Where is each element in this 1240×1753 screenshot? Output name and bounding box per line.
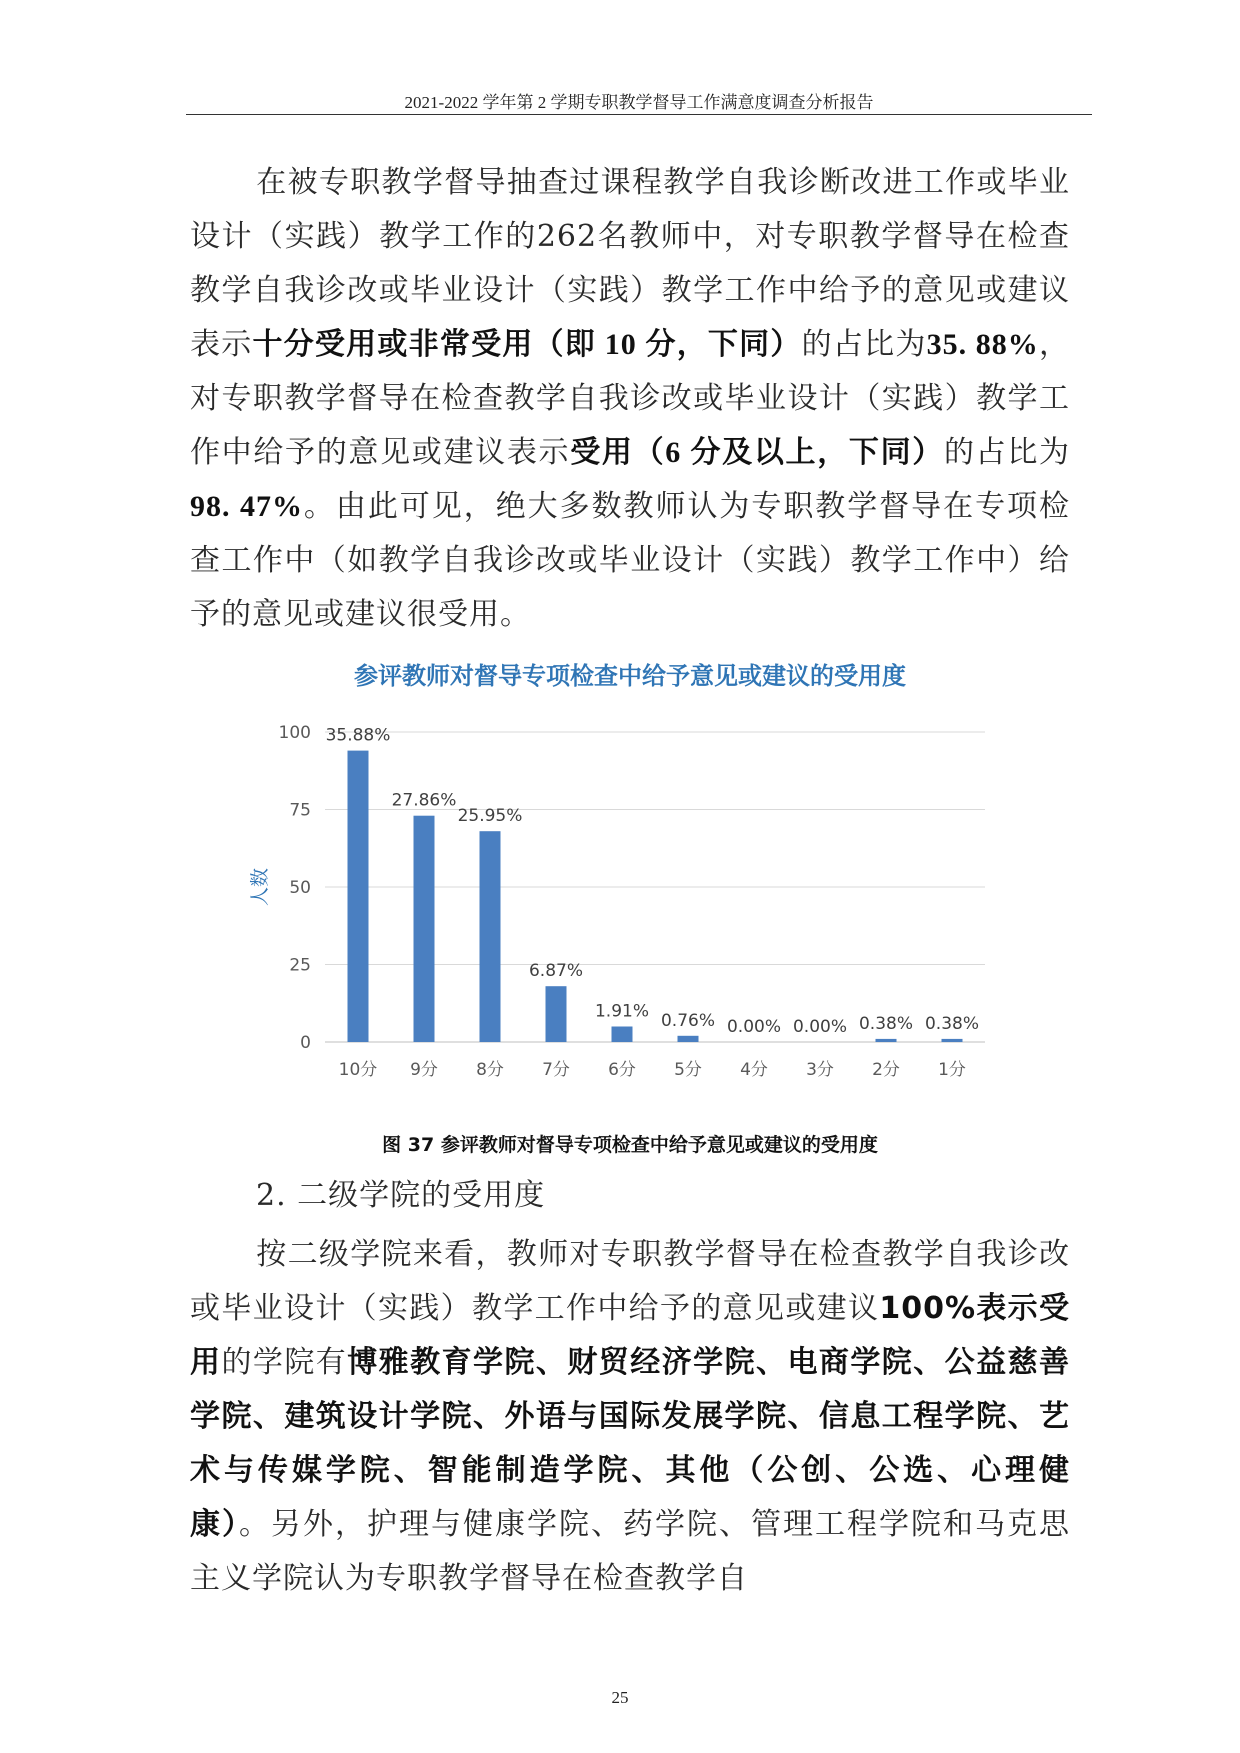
- bar: [348, 751, 369, 1042]
- data-label: 0.00%: [792, 1017, 848, 1037]
- y-tick-label: 0: [300, 1033, 311, 1053]
- section-title: 2. 二级学院的受用度: [256, 1178, 546, 1213]
- p2-text-3: 。另外，护理与健康学院、药学院、管理工程学院和马克思主义学院认为专职教学督导在检查教学自: [190, 1507, 1070, 1596]
- p1-bold-note: （即 10 分，下同）: [533, 328, 802, 361]
- data-label: 35.88%: [325, 725, 391, 746]
- bar: [876, 1039, 897, 1042]
- p1-bold-very-useful: 十分受用或非常受用: [252, 327, 534, 362]
- data-label: 27.86%: [391, 790, 457, 811]
- chart-title: 参评教师对督导专项检查中给予意见或建议的受用度: [354, 662, 906, 690]
- bar: [942, 1039, 963, 1042]
- paragraph-overall: [190, 156, 1070, 642]
- data-label: 1.91%: [594, 1001, 650, 1022]
- bar: [612, 1027, 633, 1043]
- x-tick-label: 4分: [740, 1060, 768, 1080]
- bar: [678, 1036, 699, 1042]
- page-header: 2021-2022 学年第 2 学期专职教学督导工作满意度调查分析报告: [404, 93, 874, 112]
- x-tick-label: 9分: [410, 1060, 438, 1080]
- x-tick-label: 2分: [872, 1060, 900, 1080]
- header-rule: [186, 114, 1092, 115]
- p1-bold-useful: 受用（6 分及以上，下同）: [570, 436, 944, 469]
- bar-chart: [240, 700, 1000, 1100]
- bar: [414, 816, 435, 1042]
- y-tick-label: 75: [289, 800, 311, 821]
- p1-bold-percent-2: 98. 47%: [190, 490, 303, 523]
- paragraph-by-college: [190, 1228, 1070, 1606]
- p1-text-3: 的占比为: [801, 327, 927, 362]
- p2-text-1: 按二级学院来看，教师对专职教学督导在检查教学自我诊改或毕业设计（实践）教学工作中给予的意见或建议: [190, 1237, 1070, 1326]
- p1-text-6: 。由此可见，绝大多数教师认为专职教学督导在专项检查工作中（如教学自我诊改或毕业设计（实践）教学工作中）给予的意见或建议很受用。: [190, 489, 1071, 632]
- data-label: 0.38%: [924, 1013, 980, 1034]
- data-label: 25.95%: [457, 806, 523, 827]
- x-tick-label: 3分: [806, 1060, 834, 1080]
- p1-text-5: 的占比为: [943, 435, 1071, 470]
- x-tick-label: 10分: [338, 1060, 378, 1080]
- y-tick-label: 25: [289, 955, 311, 976]
- y-tick-label: 100: [278, 723, 311, 743]
- x-tick-label: 6分: [608, 1060, 636, 1080]
- figure-caption: 图 37 参评教师对督导专项检查中给予意见或建议的受用度: [382, 1134, 878, 1156]
- data-label: 0.00%: [726, 1017, 782, 1037]
- bar: [546, 986, 567, 1042]
- x-tick-label: 8分: [476, 1060, 504, 1080]
- p1-text-4: ，对专职教学督导在检查教学自我诊改或毕业设计（实践）教学工作中给予的意见或建议表示: [190, 327, 1071, 470]
- p1-bold-percent-1: 35. 88%: [926, 328, 1039, 361]
- p2-text-2: 的学院有: [221, 1345, 348, 1380]
- p2-bold-colleges: 博雅教育学院、财贸经济学院、电商学院、公益慈善学院、建筑设计学院、外语与国际发展学院、信息工程学院、艺术与传媒学院、智能制造学院、其他（公创、公选、心理健康）: [190, 1345, 1071, 1542]
- data-label: 0.76%: [660, 1010, 716, 1031]
- y-tick-label: 50: [289, 878, 311, 898]
- p1-text-1: 在被专职教学督导抽查过课程教学自我诊断改进工作或毕业设计（实践）教学工作的: [190, 165, 1070, 254]
- p1-number: 262: [536, 219, 598, 254]
- data-label: 0.38%: [858, 1013, 914, 1034]
- bar: [480, 831, 501, 1042]
- x-tick-label: 5分: [674, 1060, 702, 1080]
- p1-text-2: 名教师中，对专职教学督导在检查教学自我诊改或毕业设计（实践）教学工作中给予的意见或建议表示: [190, 219, 1071, 362]
- x-tick-label: 1分: [938, 1060, 966, 1080]
- y-axis-label: 人数: [249, 867, 271, 907]
- p2-bold-100: 100%表示受用: [190, 1291, 1071, 1380]
- data-label: 6.87%: [528, 961, 584, 982]
- page-number: 25: [611, 1688, 629, 1707]
- x-tick-label: 7分: [542, 1060, 570, 1080]
